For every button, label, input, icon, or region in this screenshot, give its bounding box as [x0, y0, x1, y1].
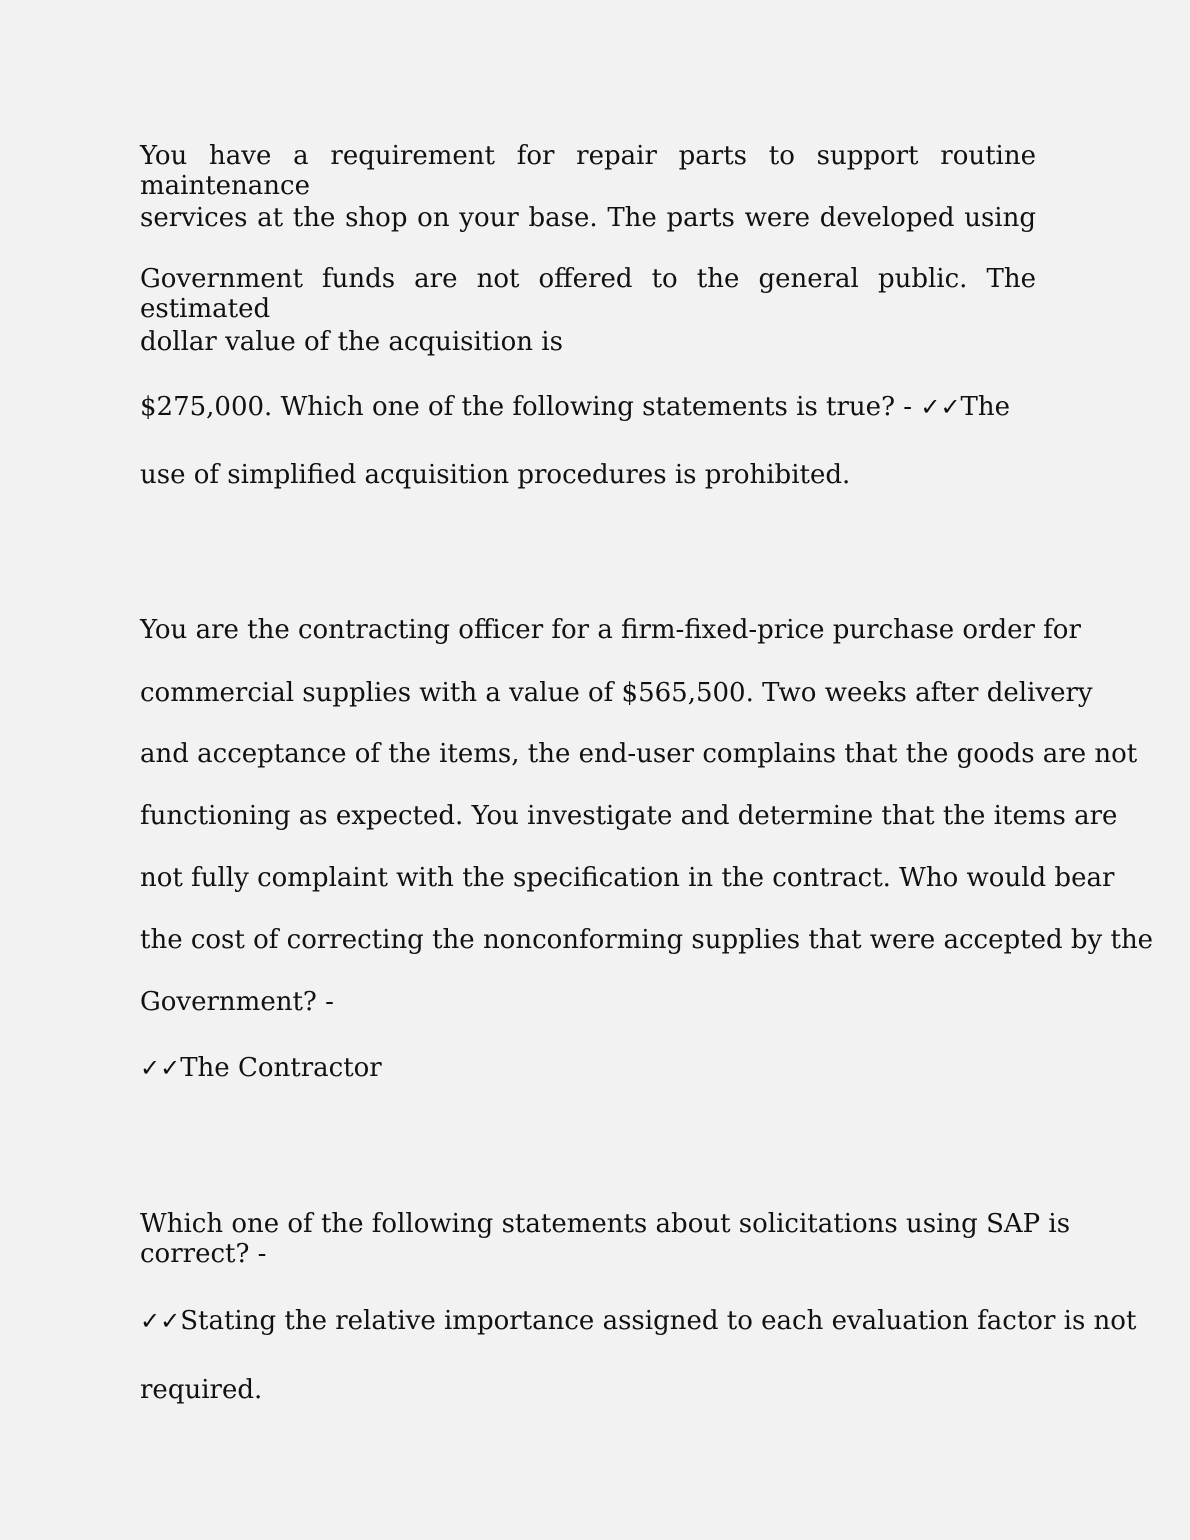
question-text: $275,000. Which one of the following statements is true? -	[140, 392, 921, 422]
check-icon: ✓✓	[140, 1054, 181, 1082]
answer-line	[140, 1053, 382, 1083]
answer-text: The	[960, 392, 1011, 422]
question-line: functioning as expected. You investigate and determine that the items are	[140, 801, 1118, 831]
question-line: and acceptance of the items, the end-user complains that the goods are not	[140, 739, 1138, 769]
answer-line	[140, 1306, 1136, 1336]
question-line: correct? -	[140, 1239, 267, 1269]
question-line: You are the contracting officer for a firm-fixed-price purchase order for	[140, 615, 1081, 645]
question-line: You have a requirement for repair parts to support routine maintenance	[140, 141, 1036, 201]
document-page	[140, 0, 1154, 1540]
question-line: commercial supplies with a value of $565,500. Two weeks after delivery	[140, 678, 1093, 708]
question-line: Which one of the following statements about solicitations using SAP is	[140, 1209, 1071, 1239]
answer-text: required.	[140, 1375, 263, 1405]
answer-text: use of simplified acquisition procedures is prohibited.	[140, 460, 851, 490]
check-icon: ✓✓	[920, 393, 961, 421]
question-line: Government? -	[140, 987, 334, 1017]
question-answer-line	[140, 392, 1010, 422]
check-icon: ✓✓	[140, 1307, 181, 1335]
answer-text: The Contractor	[180, 1053, 382, 1083]
question-line: dollar value of the acquisition is	[140, 327, 563, 357]
question-line: not fully complaint with the specification in the contract. Who would bear	[140, 863, 1115, 893]
answer-text: Stating the relative importance assigned to each evaluation factor is not	[180, 1306, 1137, 1336]
question-line: the cost of correcting the nonconforming supplies that were accepted by the	[140, 925, 1154, 955]
question-line: Government funds are not offered to the general public. The estimated	[140, 264, 1036, 324]
question-line: services at the shop on your base. The parts were developed using	[140, 203, 1036, 233]
